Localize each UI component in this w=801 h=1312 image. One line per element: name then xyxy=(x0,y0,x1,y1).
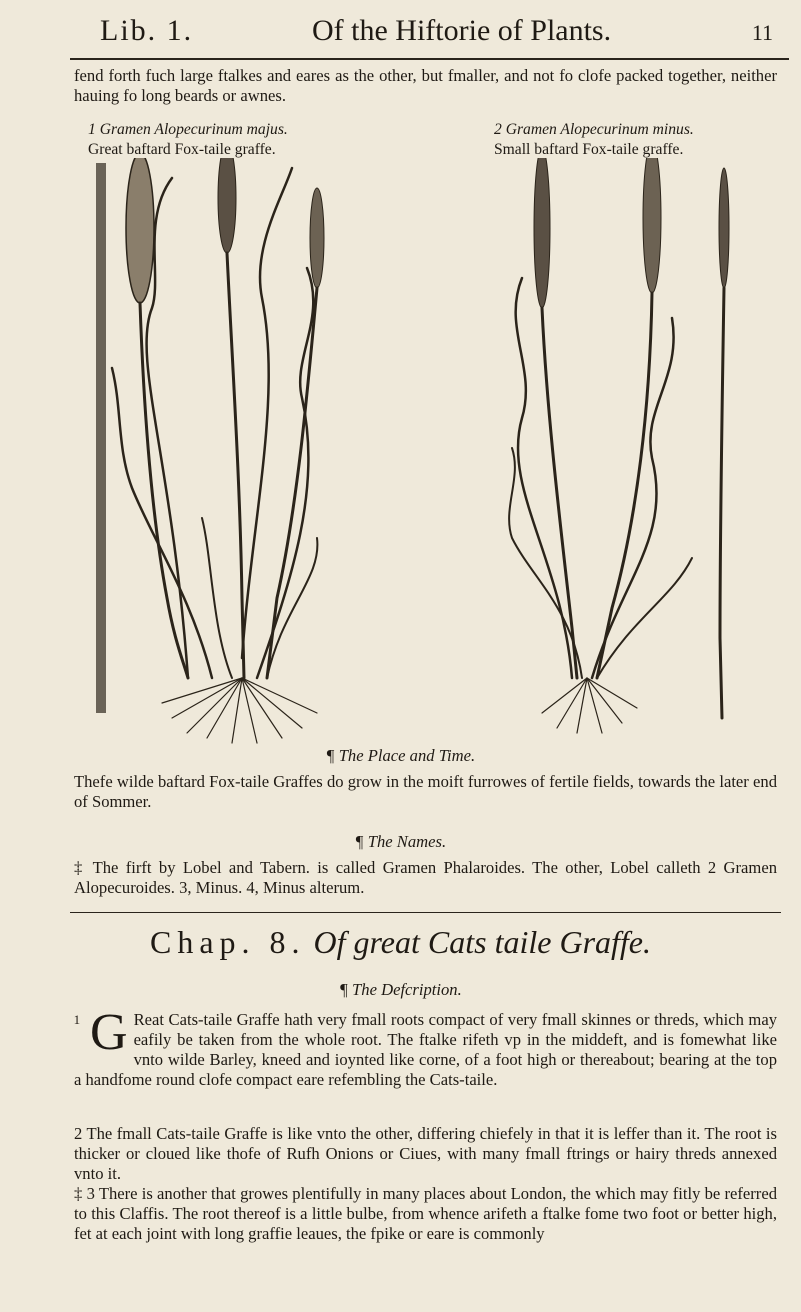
paragraph-1-number: 1 xyxy=(73,1012,81,1027)
drop-cap-initial: G xyxy=(90,1004,128,1061)
running-head xyxy=(100,14,777,54)
place-and-time-heading: ¶ The Place and Time. xyxy=(325,746,476,765)
header-rule xyxy=(70,58,789,60)
figure-2-latin-name: 2 Gramen Alopecurinum minus. xyxy=(494,121,694,138)
page-number: 11 xyxy=(751,20,773,45)
plant-1-woodcut xyxy=(96,158,324,743)
figure-2-english-name: Small baftard Fox-taile graffe. xyxy=(494,141,684,158)
paragraph-1-text: Reat Cats-taile Graffe hath very fmall roots compact of very fmall skinnes or threds, which may eafily be taken from the whole root. The ftalke rifeth vp in the middeft, and is fomewhat like vnto wilde Barley, kneed and ioynted like corne, of a foot high or thereabout; bearing at the top a handfome round clofe compact eare refembling the Cats-taile. xyxy=(74,1010,777,1089)
figure-1-caption xyxy=(88,120,288,160)
description-paragraph-2: 2 The fmall Cats-taile Graffe is like vnto the other, differing chiefely in that it is leffer than it. The root is thicker or cloued like thofe of Rufh Onions or Ciues, with many fmall ftrings or hairy threds annexed vnto it. xyxy=(74,1124,777,1183)
book-number: Lib. 1. xyxy=(100,14,194,47)
figure-1-latin-name: 1 Gramen Alopecurinum majus. xyxy=(88,121,288,138)
description-paragraph-1 xyxy=(73,1004,777,1090)
names-heading: ¶ The Names. xyxy=(354,832,447,851)
chapter-label: Chap. 8. xyxy=(149,924,306,960)
plant-2-woodcut xyxy=(509,158,729,733)
description-heading: ¶ The Defcription. xyxy=(339,980,462,999)
figure-1-english-name: Great baftard Fox-taile graffe. xyxy=(88,141,276,158)
running-title: Of the Hiftorie of Plants. xyxy=(312,14,612,47)
place-paragraph: Thefe wilde baftard Fox-taile Graffes do grow in the moift furrowes of fertile fields, towards the later end of Sommer. xyxy=(74,772,777,811)
figure-2-caption xyxy=(494,120,694,160)
intro-paragraph: fend forth fuch large ftalkes and eares as the other, but fmaller, and not fo clofe packed together, neither hauing fo long beards or awnes. xyxy=(74,66,777,105)
description-paragraph-3: ‡ 3 There is another that growes plentifully in many places about London, the which may fitly be referred to this Claffis. The root thereof is a little bulbe, from whence arifeth a ftalke fome two foot or better high, fet at each joint with long graffie leaues, the fpike or eare is commonly xyxy=(74,1184,777,1243)
grass-woodcut-illustrations xyxy=(92,158,782,748)
chapter-heading xyxy=(0,924,801,961)
names-paragraph: ‡ The firft by Lobel and Tabern. is called Gramen Phalaroides. The other, Lobel calleth 2 Gramen Alopecuroides. 3, Minus. 4, Minus alterum. xyxy=(74,858,777,897)
chapter-title: Of great Cats taile Graffe. xyxy=(313,924,651,960)
section-rule xyxy=(70,912,781,913)
